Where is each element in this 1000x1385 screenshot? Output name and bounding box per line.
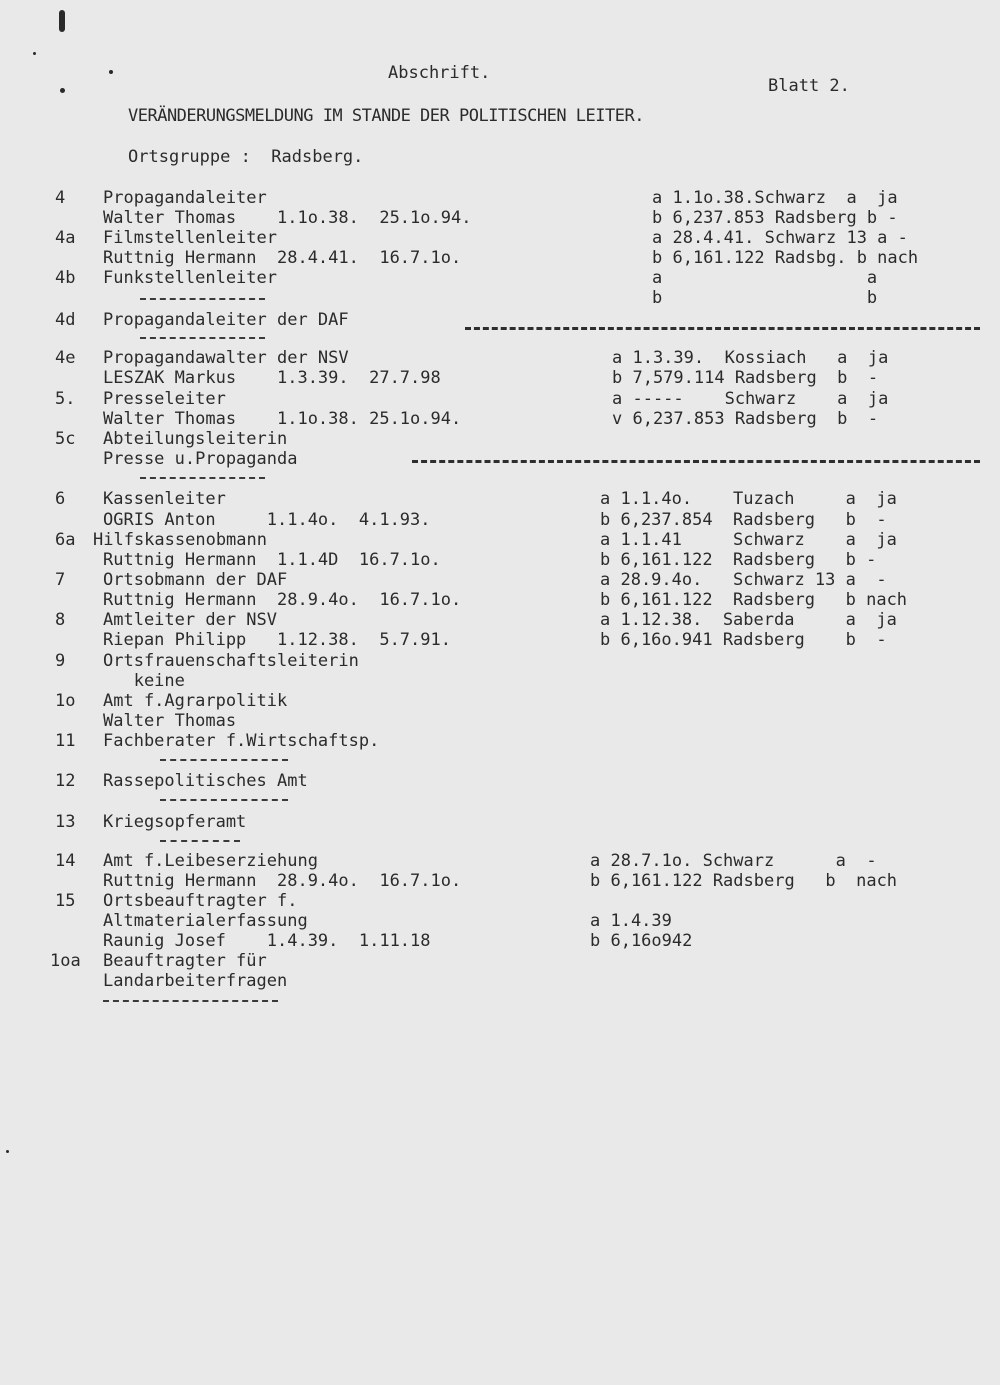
- entry-number: 13: [55, 812, 76, 832]
- entry-line: Ruttnig Hermann 28.4.41. 16.7.1o.: [103, 248, 462, 268]
- membership-line: a 1.3.39. Kossiach a ja: [612, 348, 889, 368]
- dashed-separator: [140, 337, 265, 339]
- entry-line: Kassenleiter: [103, 489, 226, 509]
- membership-line: v 6,237.853 Radsberg b -: [612, 409, 879, 429]
- membership-line: a 28.4.41. Schwarz 13 a -: [652, 228, 908, 248]
- membership-line: b 6,161.122 Radsberg b nach: [600, 590, 908, 610]
- entry-line: Ortsobmann der DAF: [103, 570, 288, 590]
- entry-number: 15: [55, 891, 76, 911]
- membership-line: a 1.1.4o. Tuzach a ja: [600, 489, 897, 509]
- membership-line: a 1.12.38. Saberda a ja: [600, 610, 897, 630]
- membership-line: a 1.4.39: [590, 911, 672, 931]
- ink-mark: [59, 10, 65, 32]
- membership-line: b 6,161.122 Radsberg b -: [600, 550, 877, 570]
- document-subject: VERÄNDERUNGSMELDUNG IM STANDE DER POLITISCHEN LEITER.: [128, 106, 644, 126]
- membership-line: b 6,237.854 Radsberg b -: [600, 510, 887, 530]
- entry-number: 6a: [55, 530, 76, 550]
- entry-number: 12: [55, 771, 76, 791]
- membership-line: b b: [652, 288, 878, 308]
- ink-mark: [6, 1150, 9, 1153]
- ink-mark: [33, 52, 36, 55]
- entry-line: Propagandaleiter: [103, 188, 267, 208]
- entry-line: Presse u.Propaganda: [103, 449, 298, 469]
- membership-line: a 1.1.41 Schwarz a ja: [600, 530, 897, 550]
- entry-number: 4a: [55, 228, 76, 248]
- entry-number: 6: [55, 489, 66, 509]
- dashed-separator: [140, 477, 265, 479]
- membership-line: b 6,161.122 Radsberg b nach: [590, 871, 898, 891]
- dashed-separator: [160, 759, 288, 761]
- entry-number: 7: [55, 570, 66, 590]
- entry-number: 14: [55, 851, 76, 871]
- entry-number: 9: [55, 651, 66, 671]
- ink-mark: [109, 70, 113, 74]
- entry-number: 5c: [55, 429, 76, 449]
- dashed-separator: [160, 799, 288, 801]
- entry-line: Amt f.Agrarpolitik: [103, 691, 288, 711]
- entry-number: 5.: [55, 389, 76, 409]
- entry-number: 1o: [55, 691, 76, 711]
- dashed-separator: [160, 840, 240, 842]
- local-group: Ortsgruppe : Radsberg.: [128, 147, 364, 167]
- entry-line: LESZAK Markus 1.3.39. 27.7.98: [103, 368, 441, 388]
- membership-line: b 6,161.122 Radsbg. b nach: [652, 248, 919, 268]
- entry-line: Abteilungsleiterin: [103, 429, 288, 449]
- entry-line: Rassepolitisches Amt: [103, 771, 308, 791]
- entry-line: Ortsbeauftragter f.: [103, 891, 298, 911]
- entry-line: Fachberater f.Wirtschaftsp.: [103, 731, 380, 751]
- entry-line: Amt f.Leibeserziehung: [103, 851, 318, 871]
- dashed-separator: [140, 298, 265, 300]
- entry-line: Landarbeiterfragen: [103, 971, 288, 991]
- entry-line: Amtleiter der NSV: [103, 610, 277, 630]
- entry-line: Ortsfrauenschaftsleiterin: [103, 651, 359, 671]
- entry-line: Raunig Josef 1.4.39. 1.11.18: [103, 931, 431, 951]
- entry-line: Riepan Philipp 1.12.38. 5.7.91.: [103, 630, 451, 650]
- entry-number: 4: [55, 188, 66, 208]
- membership-line: b 6,237.853 Radsberg b -: [652, 208, 898, 228]
- document-title: Abschrift.: [388, 63, 491, 83]
- entry-line: Walter Thomas: [103, 711, 237, 731]
- entry-line: Ruttnig Hermann 28.9.4o. 16.7.1o.: [103, 871, 462, 891]
- entry-number: 1oa: [50, 951, 81, 971]
- entry-line: Ruttnig Hermann 28.9.4o. 16.7.1o.: [103, 590, 462, 610]
- dashed-rule: [465, 327, 980, 330]
- entry-number: 4b: [55, 268, 76, 288]
- entry-line: Filmstellenleiter: [103, 228, 277, 248]
- entry-line: OGRIS Anton 1.1.4o. 4.1.93.: [103, 510, 431, 530]
- sheet-number: Blatt 2.: [768, 76, 850, 96]
- entry-line: Propagandaleiter der DAF: [103, 310, 349, 330]
- dashed-rule: [412, 460, 980, 463]
- membership-line: a ----- Schwarz a ja: [612, 389, 889, 409]
- entry-number: 8: [55, 610, 66, 630]
- entry-number: 4e: [55, 348, 76, 368]
- entry-line: Propagandawalter der NSV: [103, 348, 349, 368]
- membership-line: b 6,16o.941 Radsberg b -: [600, 630, 887, 650]
- entry-line: Hilfskassenobmann: [93, 530, 267, 550]
- membership-line: a 28.7.1o. Schwarz a -: [590, 851, 877, 871]
- entry-line: Kriegsopferamt: [103, 812, 247, 832]
- entry-line: Presseleiter: [103, 389, 226, 409]
- entry-line: Walter Thomas 1.1o.38. 25.1o.94.: [103, 409, 462, 429]
- entry-line: Ruttnig Hermann 1.1.4D 16.7.1o.: [103, 550, 441, 570]
- entry-number: 4d: [55, 310, 76, 330]
- dashed-separator: [103, 1000, 278, 1002]
- membership-line: a a: [652, 268, 878, 288]
- membership-line: b 7,579.114 Radsberg b -: [612, 368, 879, 388]
- ink-mark: [60, 88, 65, 93]
- membership-line: a 28.9.4o. Schwarz 13 a -: [600, 570, 887, 590]
- entry-line: keine: [103, 671, 185, 691]
- entry-line: Beauftragter für: [103, 951, 267, 971]
- membership-line: a 1.1o.38.Schwarz a ja: [652, 188, 898, 208]
- membership-line: b 6,16o942: [590, 931, 693, 951]
- entry-line: Walter Thomas 1.1o.38. 25.1o.94.: [103, 208, 472, 228]
- entry-line: Funkstellenleiter: [103, 268, 277, 288]
- entry-number: 11: [55, 731, 76, 751]
- entry-line: Altmaterialerfassung: [103, 911, 308, 931]
